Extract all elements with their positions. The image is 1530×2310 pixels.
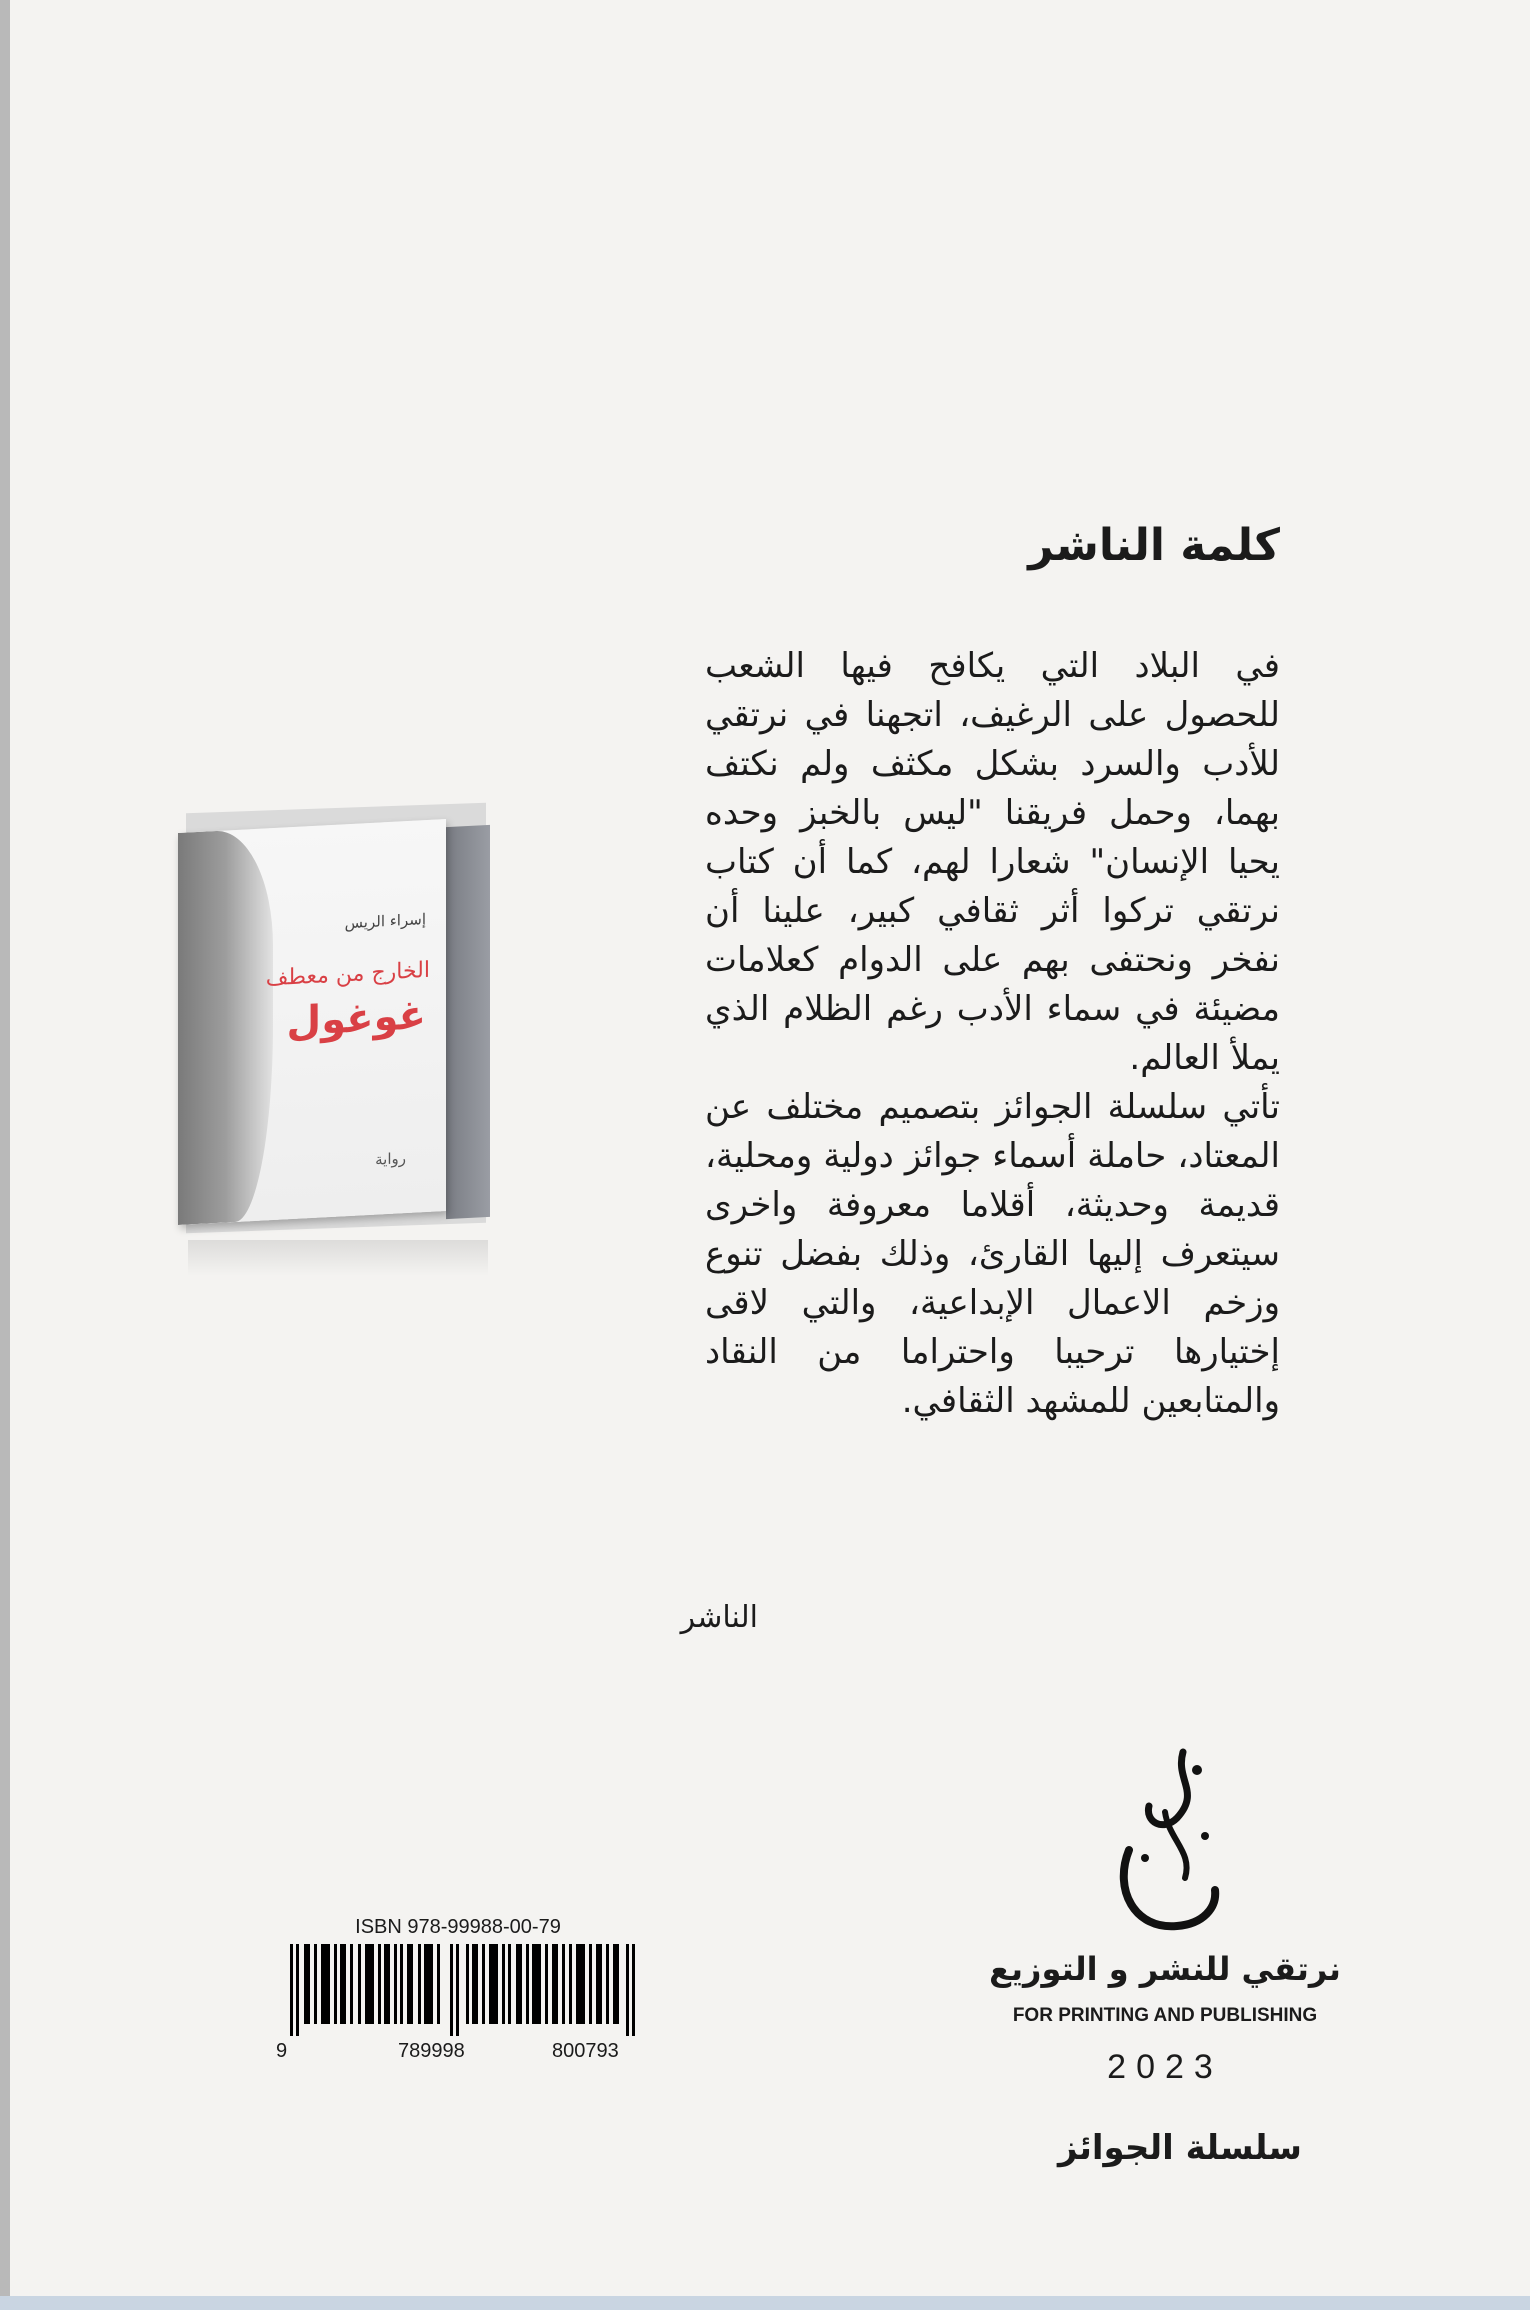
book-spine	[446, 825, 490, 1219]
book-genre: رواية	[375, 1149, 406, 1169]
publication-year: 2023	[1107, 2048, 1223, 2086]
barcode-bars	[290, 1944, 638, 2036]
page-bottom-edge	[0, 2296, 1530, 2310]
book-reflection	[188, 1240, 488, 1276]
book-title-line2: غوغول	[286, 992, 426, 1046]
barcode-digits-right: 800793	[552, 2040, 619, 2062]
barcode	[270, 1916, 646, 2066]
section-heading: كلمة الناشر	[1028, 520, 1280, 571]
book-title-line1: الخارج من معطف	[265, 957, 430, 992]
barcode-digits-left: 789998	[398, 2040, 465, 2062]
calligraphy-logo-icon	[1105, 1740, 1225, 1940]
body-text	[705, 642, 1280, 1426]
barcode-digits	[270, 2040, 646, 2064]
book-cover-artwork	[178, 828, 273, 1225]
publisher-name-english: FOR PRINTING AND PUBLISHING	[1012, 2005, 1318, 2026]
book-front-cover	[178, 819, 446, 1225]
book-author: إسراء الريس	[344, 910, 426, 933]
book-cover-image	[178, 800, 498, 1240]
paragraph: تأتي سلسلة الجوائز بتصميم مختلف عن المعتاد، حاملة أسماء جوائز دولية ومحلية، قديمة وحديثة، أقلاما معروفة واخرى سيتعرف إليها القارئ، وذلك بفضل تنوع وزخم الاعمال الإبداعية، والتي لاقى إختيارها ترحيبا واحتراما من النقاد والمتابعين للمشهد الثقافي.	[705, 1087, 1280, 1421]
signature: الناشر	[680, 1600, 758, 1635]
paragraph: في البلاد التي يكافح فيها الشعب للحصول على الرغيف، اتجهنا في نرتقي للأدب والسرد بشكل مكثف ولم نكتف بهما، وحمل فريقنا "ليس بالخبز وحده يحيا الإنسان" شعارا لهم، كما أن كتاب نرتقي تركوا أثر ثقافي كبير، علينا أن نفخر ونحتفى بهم على الدوام كعلامات مضيئة في سماء الأدب رغم الظلام الذي يملأ العالم.	[705, 646, 1280, 1078]
isbn-number: ISBN 978-99988-00-79	[355, 1916, 561, 1938]
series-name: سلسلة الجوائز	[1057, 2128, 1302, 2168]
page-edge	[0, 0, 10, 2310]
publisher-name-arabic: نرتقي للنشر و التوزيع	[989, 1950, 1341, 1988]
barcode-digit-first: 9	[276, 2040, 288, 2062]
